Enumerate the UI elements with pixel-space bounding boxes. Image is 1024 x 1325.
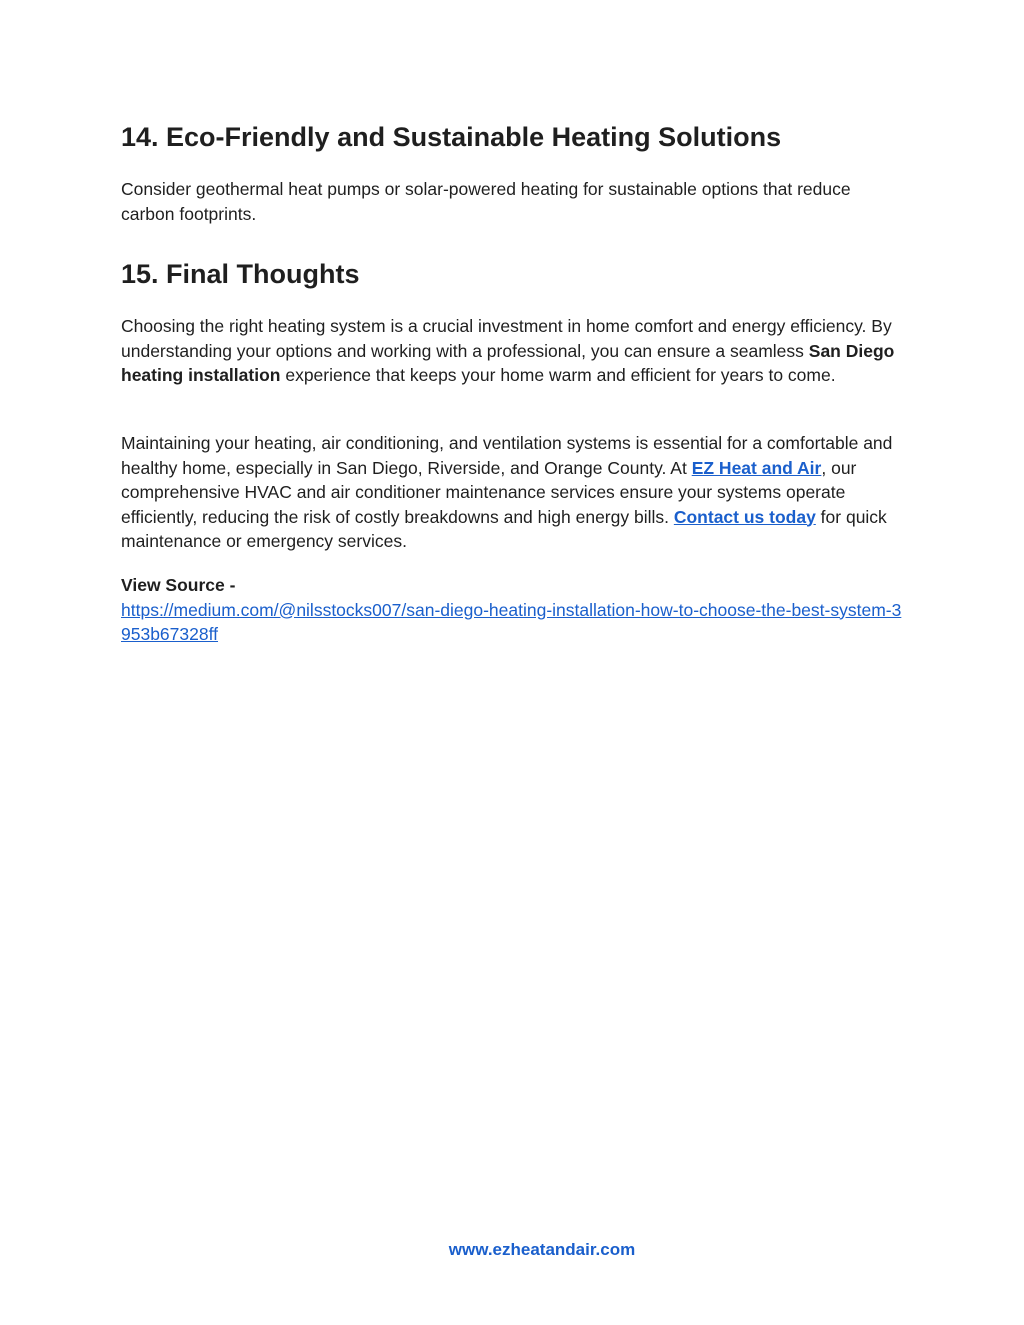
bold-keyword: San Diego heating installation <box>121 340 895 385</box>
source-url-link[interactable]: https://medium.com/@nilsstocks007/san-diego-heating-installation-how-to-choose-the-best-system-3953b67328ff <box>121 599 902 644</box>
ez-heat-and-air-link[interactable]: EZ Heat and Air <box>691 457 822 478</box>
section-heading-final-thoughts: 15. Final Thoughts <box>121 259 360 289</box>
final-thoughts-paragraph-2 <box>121 431 903 554</box>
footer-website[interactable]: www.ezheatandair.com <box>448 1240 636 1259</box>
section-body-eco-friendly: Consider geothermal heat pumps or solar-powered heating for sustainable options that reduce carbon footprints. <box>121 179 851 224</box>
paragraph-text: Maintaining your heating, air conditioning, and ventilation systems is essential for a comfortable and healthy home, especially in San Diego, Riverside, and Orange County. At <box>121 433 893 478</box>
paragraph-text: for quick maintenance or emergency services. <box>121 506 887 551</box>
view-source-block <box>121 573 903 647</box>
final-thoughts-paragraph-1 <box>121 314 903 388</box>
paragraph-text: Choosing the right heating system is a crucial investment in home comfort and energy efficiency. By understanding your options and working with a professional, you can ensure a seamless <box>121 316 892 361</box>
paragraph-text: , our comprehensive HVAC and air conditioner maintenance services ensure your systems operate efficiently, reducing the risk of costly breakdowns and high energy bills. <box>121 457 857 527</box>
section-heading-eco-friendly: 14. Eco-Friendly and Sustainable Heating Solutions <box>121 122 782 152</box>
view-source-label: View Source - <box>121 575 236 595</box>
contact-us-link[interactable]: Contact us today <box>673 506 816 527</box>
paragraph-text: experience that keeps your home warm and efficient for years to come. <box>280 365 836 385</box>
